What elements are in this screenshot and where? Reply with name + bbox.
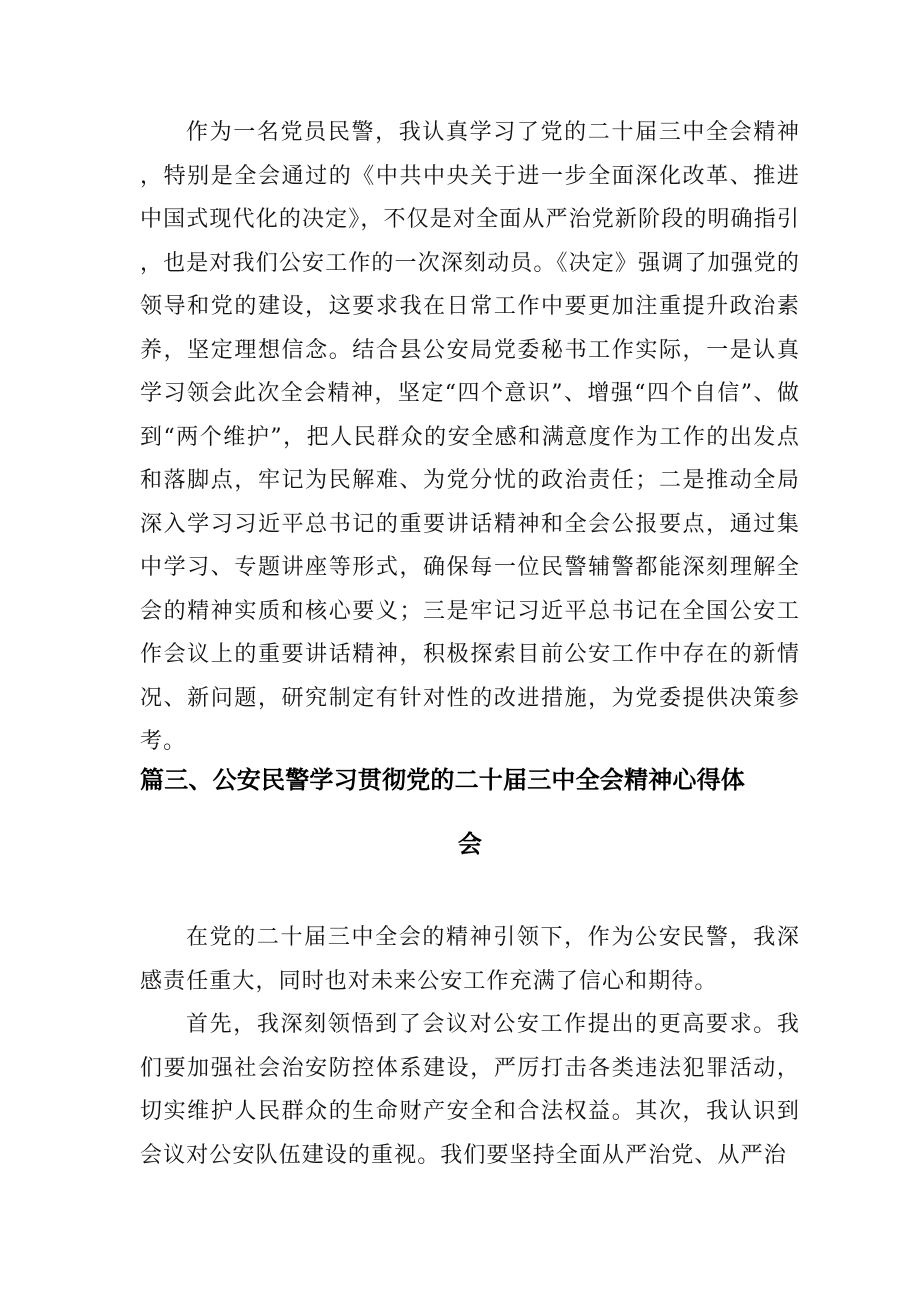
section-heading — [140, 748, 800, 876]
body-paragraph-2: 在党的二十届三中全会的精神引领下，作为公安民警，我深感责任重大，同时也对未来公安工作充满了信心和期待。 — [140, 925, 800, 994]
section-heading-line-2: 会 — [457, 830, 483, 858]
section-heading-line-1: 篇三、公安民警学习贯彻党的二十届三中全会精神心得体 — [140, 766, 745, 794]
body-paragraph-1: 作为一名党员民警，我认真学习了党的二十届三中全会精神，特别是全会通过的《中共中央关于进一步全面深化改革、推进中国式现代化的决定》，不仅是对全面从严治党新阶段的明确指引，也是对我们公安工作的一次深刻动员。《决定》强调了加强党的领导和党的建设，这要求我在日常工作中要更加注重提升政治素养，坚定理想信念。结合县公安局党委秘书工作实际，一是认真学习领会此次全会精神，坚定“四个意识”、增强“四个自信”、做到“两个维护”，把人民群众的安全感和满意度作为工作的出发点和落脚点，牢记为民解难、为党分忧的政治责任；二是推动全局深入学习习近平总书记的重要讲话精神和全会公报要点，通过集中学习、专题讲座等形式，确保每一位民警辅警都能深刻理解全会的精神实质和核心要义；三是牢记习近平总书记在全国公安工作会议上的重要讲话精神，积极探索目前公安工作中存在的新情况、新问题，研究制定有针对性的改进措施，为党委提供决策参考。 — [140, 120, 800, 754]
body-paragraph-3: 首先，我深刻领悟到了会议对公安工作提出的更高要求。我们要加强社会治安防控体系建设，严厉打击各类违法犯罪活动，切实维护人民群众的生命财产安全和合法权益。其次，我认识到会议对公安队伍建设的重视。我们要坚持全面从严治党、从严治 — [140, 1012, 800, 1168]
